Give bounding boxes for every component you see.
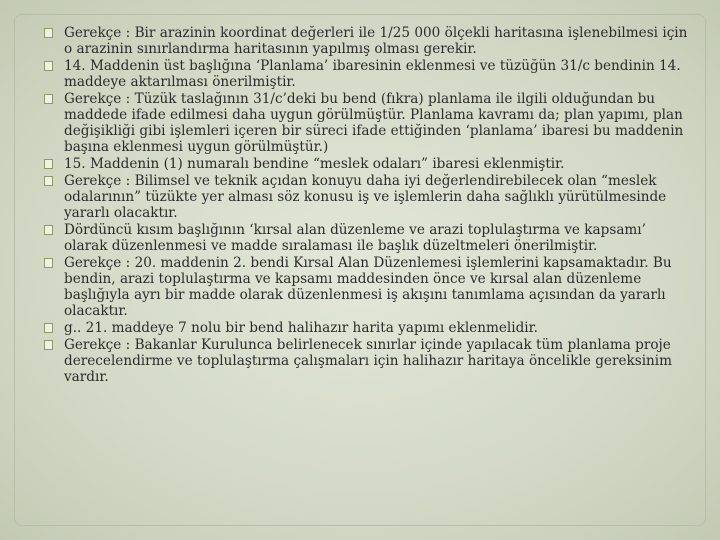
square-bullet-icon — [44, 61, 53, 71]
bullet-item-9 — [44, 338, 690, 385]
square-bullet-icon — [44, 340, 53, 350]
square-bullet-icon — [44, 94, 53, 104]
bullet-item-7 — [44, 256, 690, 319]
bullet-item-2 — [44, 59, 690, 91]
bullet-text: Gerekçe : 20. maddenin 2. bendi Kırsal Alan Düzenlemesi işlemlerini kapsamaktadır. Bu bendin, arazi toplulaştırma ve kapsamı maddesinden önce ve kırsal alan düzenleme başlığıyla ayrı bir madde olarak düzenlenmesi iş akışını tanımlama açısından da yararlı olacaktır. — [64, 255, 672, 319]
bullet-text: Gerekçe : Bakanlar Kurulunca belirlenecek sınırlar içinde yapılacak tüm planlama proje derecelendirme ve toplulaştırma çalışmaları için halihazır haritaya öncelikle gereksinim vardır. — [64, 337, 673, 385]
bullet-text: Gerekçe : Bir arazinin koordinat değerleri ile 1/25 000 ölçekli haritasına işlenebilmesi için o arazinin sınırlandırma haritasının yapılmış olması gerekir. — [64, 25, 688, 57]
square-bullet-icon — [44, 225, 53, 235]
square-bullet-icon — [44, 323, 53, 333]
bullet-item-1 — [44, 26, 690, 58]
bullet-list — [44, 26, 690, 387]
bullet-text: Dördüncü kısım başlığının ‘kırsal alan düzenleme ve arazi toplulaştırma ve kapsamı’ olarak düzenlenmesi ve madde sıralaması ile başlık düzeltmeleri önerilmiştir. — [64, 222, 646, 254]
bullet-text: g.. 21. maddeye 7 nolu bir bend halihazır harita yapımı eklenmelidir. — [64, 319, 538, 336]
bullet-item-6 — [44, 223, 690, 255]
square-bullet-icon — [44, 258, 53, 268]
bullet-text: 14. Maddenin üst başlığına ‘Planlama’ ibaresinin eklenmesi ve tüzüğün 31/c bendinin 14. maddeye aktarılması önerilmiştir. — [64, 58, 681, 90]
bullet-item-4 — [44, 157, 690, 173]
bullet-text: Gerekçe : Bilimsel ve teknik açıdan konuyu daha iyi değerlendirebilecek olan “meslek odalarının” tüzükte yer alması söz konusu iş ve işlemlerin daha sağlıklı yürütülmesinde yararlı olacaktır. — [64, 173, 667, 221]
bullet-text: 15. Maddenin (1) numaralı bendine “meslek odaları” ibaresi eklenmiştir. — [64, 155, 565, 172]
bullet-item-5 — [44, 174, 690, 221]
square-bullet-icon — [44, 159, 53, 169]
square-bullet-icon — [44, 28, 53, 38]
bullet-item-8 — [44, 321, 690, 337]
square-bullet-icon — [44, 176, 53, 186]
bullet-text: Gerekçe : Tüzük taslağının 31/c’deki bu bend (fıkra) planlama ile ilgili olduğundan bu maddede ifade edilmesi daha uygun görülmüştür. Planlama kavramı da; plan yapımı, plan değişikliği gibi işlemleri içeren bir süreci ifade ettiğinden ‘planlama’ ibaresi bu maddenin başına eklenmesi uygun görülmüştür.) — [64, 91, 684, 155]
bullet-item-3 — [44, 92, 690, 155]
